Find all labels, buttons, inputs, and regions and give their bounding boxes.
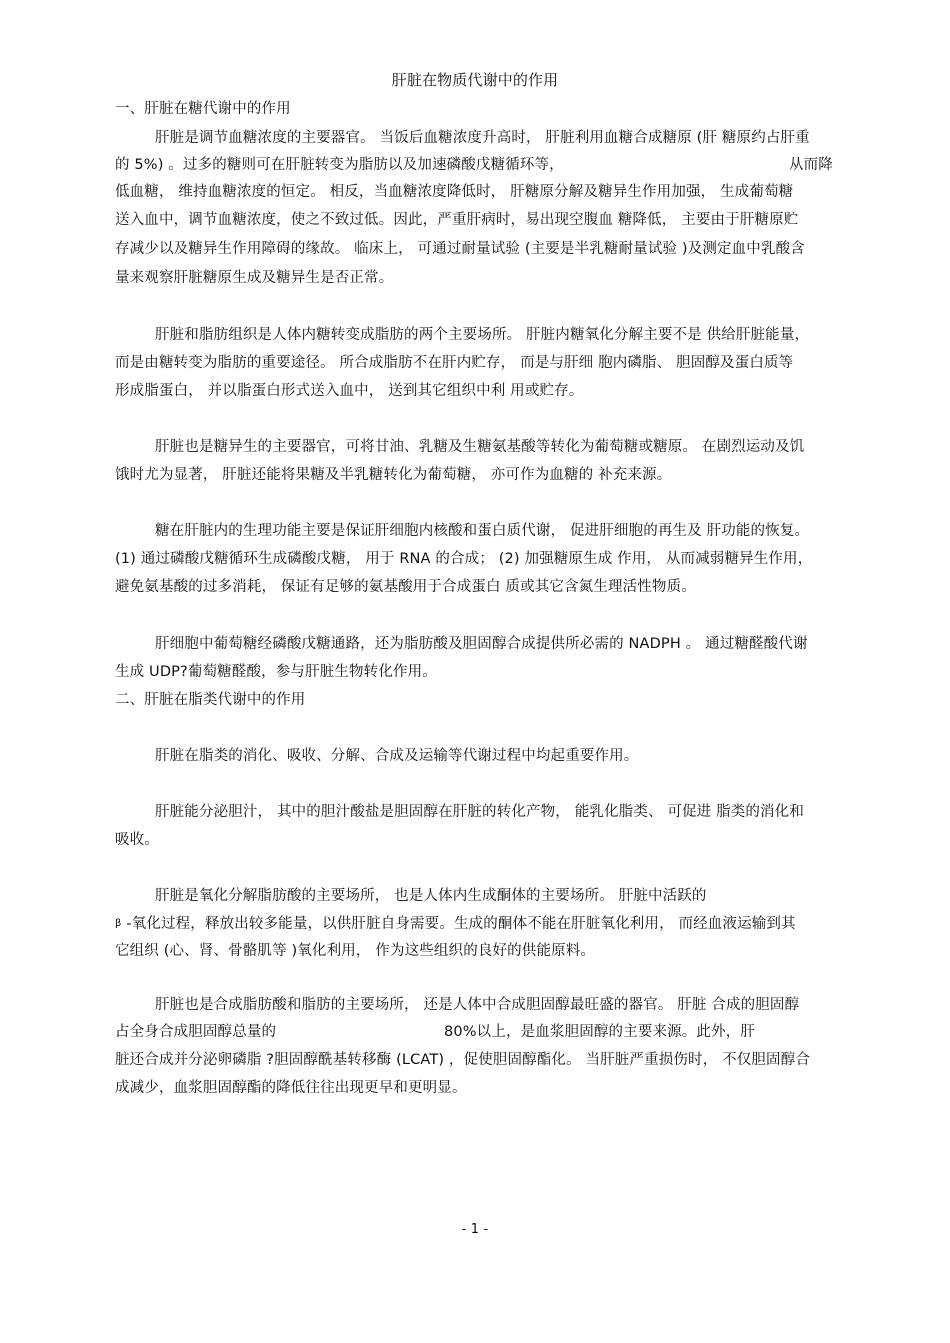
s1-p5-line1: 肝细胞中葡萄糖经磷酸戊糖通路，还为脂肪酸及胆固醇合成提供所必需的 NADPH 。 通过糖醛酸代谢 (155, 636, 808, 652)
s2-p4-line2b: 80%以上，是血浆胆固醇的主要来源。此外，肝 (444, 1024, 756, 1040)
s2-p1-line1: 肝脏在脂类的消化、吸收、分解、合成及运输等代谢过程中均起重要作用。 (155, 748, 639, 764)
s1-p1-line6: 量来观察肝脏糖原生成及糖异生是否正常。 (115, 270, 394, 286)
s1-p1-line4: 送入血中，调节血糖浓度，使之不致过低。因此，严重肝病时，易出现空腹血 糖降低， 主要由于肝糖原贮 (115, 212, 799, 228)
s1-p1-line3: 低血糖， 维持血糖浓度的恒定。 相反，当血糖浓度降低时， 肝糖原分解及糖异生作用加强， 生成葡萄糖 (115, 184, 794, 200)
s1-p4-line3: 避免氨基酸的过多消耗， 保证有足够的氨基酸用于合成蛋白 质或其它含氮生理活性物质。 (115, 579, 696, 595)
s1-p2-line3: 形成脂蛋白， 并以脂蛋白形式送入血中， 送到其它组织中利 用或贮存。 (115, 383, 584, 399)
s1-p3-line1: 肝脏也是糖异生的主要器官，可将甘油、乳糖及生糖氨基酸等转化为葡萄糖或糖原。 在剧烈运动及饥 (155, 439, 805, 455)
s2-p4-line2a: 占全身合成胆固醇总量的 (115, 1024, 277, 1040)
s1-p5-line2: 生成 UDP?葡萄糖醛酸，参与肝脏生物转化作用。 (115, 664, 437, 680)
section-2-heading: 二、肝脏在脂类代谢中的作用 (115, 692, 306, 708)
s2-p3-line2 (115, 914, 796, 936)
s2-p3-line3: 它组织 (心、肾、骨骼肌等 )氧化利用， 作为这些组织的良好的供能原料。 (115, 943, 596, 959)
document-title: 肝脏在物质代谢中的作用 (391, 71, 559, 89)
s1-p3-line2: 饿时尤为显著， 肝脏还能将果糖及半乳糖转化为葡萄糖， 亦可作为血糖的 补充来源。 (115, 467, 672, 483)
s2-p4-line1: 肝脏也是合成脂肪酸和脂肪的主要场所， 还是人体中合成胆固醇最旺盛的器官。 肝脏 合成的胆固醇 (155, 997, 800, 1013)
s2-p4-line4: 成减少，血浆胆固醇酯的降低往往出现更早和更明显。 (115, 1080, 467, 1096)
s2-p2-line2: 吸收。 (115, 832, 159, 848)
s2-p2-line1: 肝脏能分泌胆汁， 其中的胆汁酸盐是胆固醇在肝脏的转化产物， 能乳化脂类、 可促进 脂类的消化和 (155, 804, 804, 820)
s1-p1-line1: 肝脏是调节血糖浓度的主要器官。 当饭后血糖浓度升高时， 肝脏利用血糖合成糖原 (肝 糖原约占肝重 (155, 130, 810, 146)
s1-p1-line5: 存减少以及糖异生作用障碍的缘故。 临床上， 可通过耐量试验 (主要是半乳糖耐量试验 )及测定血中乳酸含 (115, 241, 805, 257)
s2-p3-line1: 肝脏是氧化分解脂肪酸的主要场所， 也是人体内生成酮体的主要场所。 肝脏中活跃的 (155, 888, 707, 904)
beta-symbol: β (115, 918, 122, 929)
s1-p2-line2: 而是由糖转变为脂肪的重要途径。 所合成脂肪不在肝内贮存， 而是与肝细 胞内磷脂、 胆固醇及蛋白质等 (115, 355, 794, 371)
s1-p2-line1: 肝脏和脂肪组织是人体内糖转变成脂肪的两个主要场所。 肝脏内糖氧化分解主要不是 供给肝脏能量， (155, 327, 810, 343)
s1-p1-line2a: 的 5%) 。过多的糖则可在肝脏转变为脂肪以及加速磷酸戊糖循环等， (115, 157, 564, 173)
s2-p4-line3: 脏还合成并分泌卵磷脂 ?胆固醇酰基转移酶 (LCAT) ，促使胆固醇酯化。 当肝脏严重损伤时， 不仅胆固醇合 (115, 1052, 811, 1068)
s1-p4-line2: (1) 通过磷酸戊糖循环生成磷酸戊糖， 用于 RNA 的合成； (2) 加强糖原生成 作用， 从而减弱糖异生作用， (115, 551, 813, 567)
s2-p3-line2-text: -氧化过程，释放出较多能量，以供肝脏自身需要。生成的酮体不能在肝脏氧化利用， 而经血液运输到其 (121, 916, 796, 932)
s1-p4-line1: 糖在肝脏内的生理功能主要是保证肝细胞内核酸和蛋白质代谢， 促进肝细胞的再生及 肝功能的恢复。 (155, 523, 810, 539)
section-1-heading: 一、肝脏在糖代谢中的作用 (115, 101, 291, 117)
s1-p1-line2b: 从而降 (789, 157, 833, 173)
page-number: - 1 - (461, 1222, 489, 1237)
